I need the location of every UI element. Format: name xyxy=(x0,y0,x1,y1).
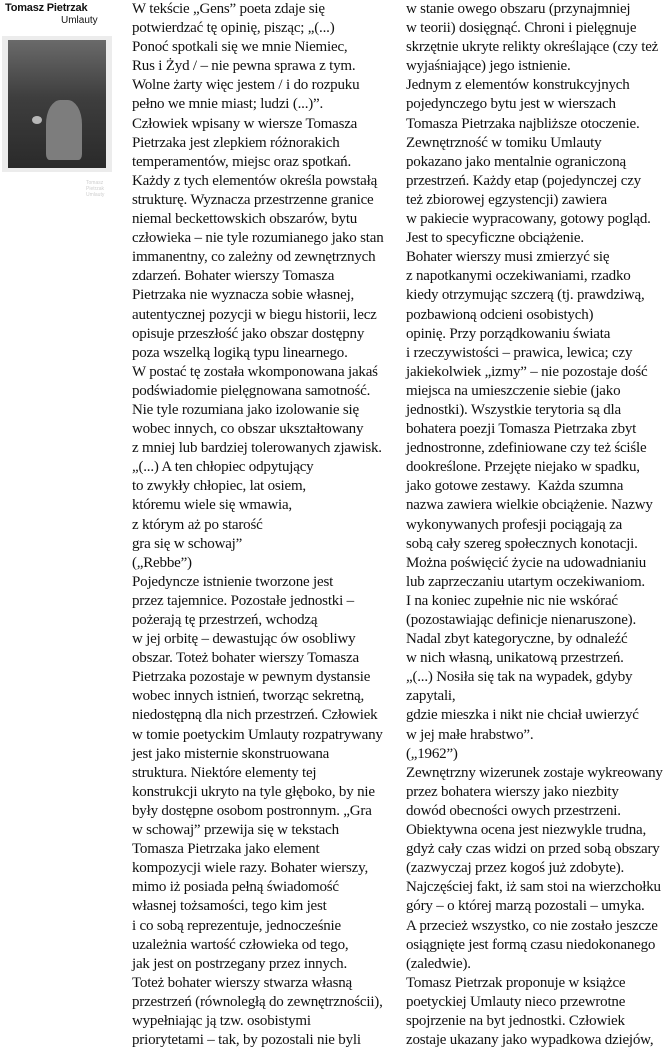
text-line: Zewnętrzny wizerunek zostaje wykreowany xyxy=(406,764,663,781)
text-line: opinię. Przy porządkowaniu świata xyxy=(406,325,611,342)
text-line: (pozostawiając definicje nienaruszone). xyxy=(406,612,637,628)
text-line: Rus i Żyd / – nie pewna sprawa z tym. xyxy=(132,58,356,75)
text-line: priorytetami – tak, by pozostali nie byli xyxy=(132,1032,361,1049)
text-line: w stanie owego obszaru (przynajmniej xyxy=(406,1,631,17)
text-line: struktura. Niektóre elementy tej xyxy=(132,764,317,781)
text-line: potwierdzać tę opinię, pisząc; „(...) xyxy=(132,20,335,37)
text-line: Nie tyle rozumiana jako izolowanie się xyxy=(132,401,359,418)
text-line: Każdy z tych elementów określa powstałą xyxy=(132,172,378,189)
text-line: dookreślone. Przejęte niejako w spadku, xyxy=(406,459,640,476)
text-line: przestrzeń (równoległą do zewnętrznościi), xyxy=(132,993,383,1010)
cover-photo-figure xyxy=(46,100,82,160)
text-line: wobec innych, co obszar ukształtowany xyxy=(132,421,364,438)
text-line: pełno we mnie miast; ludzi (...)”. xyxy=(132,96,324,113)
text-line: opisuje przeszłość jako obszar dostępny xyxy=(132,325,365,342)
text-line: niemal beckettowskich obszarów, bytu xyxy=(132,211,358,228)
text-line: jest jako misternie skonstruowana xyxy=(132,745,330,762)
cover-author: Tomasz Pietrzak xyxy=(5,2,88,14)
text-line: A przecież wszystko, co nie zostało jeszcze xyxy=(406,917,658,934)
text-line: „(...) Nosiła się tak na wypadek, gdyby xyxy=(406,669,633,686)
text-line: z napotkanymi oczekiwaniami, rzadko xyxy=(406,268,631,285)
text-line: zdarzeń. Bohater wierszy Tomasza xyxy=(132,268,335,285)
cover-photo-detail xyxy=(32,116,42,124)
text-line: Wolne żarty więc jestem / i do rozpuku xyxy=(132,77,360,94)
text-line: Bohater wierszy musi zmierzyć się xyxy=(406,249,610,266)
text-line: Ponoć spotkali się we mnie Niemiec, xyxy=(132,39,348,56)
text-line: Można poświęcić życie na udowadnianiu xyxy=(406,554,647,571)
text-line: Obiektywna ocena jest niezwykle trudna, xyxy=(406,822,647,839)
text-line: w jej małe hrabstwo”. xyxy=(406,726,534,743)
text-line: podświadomie pielęgnowana samotność. xyxy=(132,382,371,399)
text-line: wyjaśniające) jego istnienie. xyxy=(406,58,571,75)
text-line: kiedy otrzymując szczerą (tj. prawdziwą, xyxy=(406,287,645,304)
text-line: Zewnętrzność w tomiku Umlauty xyxy=(406,134,602,151)
text-line: spojrzenie na byt jednostki. Człowiek xyxy=(406,1012,625,1029)
text-line: Pietrzaka nie wyznacza sobie własnej, xyxy=(132,287,355,304)
text-column-left xyxy=(132,0,394,1050)
text-line: w nich własną, unikatową przestrzeń. xyxy=(406,650,624,667)
text-line: („1962”) xyxy=(406,745,458,762)
text-line: w schowaj” przewija się w tekstach xyxy=(132,822,339,839)
text-line: przez bohatera wierszy jako niezbity xyxy=(406,783,619,800)
text-line: jak jest on postrzegany przez innych. xyxy=(132,955,348,972)
text-line: Toteż bohater wierszy stwarza własną xyxy=(132,974,352,991)
text-line: kompozycji wiele razy. Bohater wierszy, xyxy=(132,860,368,877)
text-line: W tekście „Gens” poeta zdaje się xyxy=(132,1,325,17)
text-line: były dostępne osobom postronnym. „Gra xyxy=(132,802,372,819)
text-line: z którym aż po starość xyxy=(132,516,263,533)
text-column-right xyxy=(406,0,668,1050)
text-line: („Rebbe”) xyxy=(132,554,192,571)
text-line: któremu wiele się wmawia, xyxy=(132,497,292,514)
text-line: przestrzeń. Każdy etap (pojedynczej czy xyxy=(406,172,641,189)
text-line: Jest to specyficzne obciążenie. xyxy=(406,230,584,247)
text-line: pojedynczego bytu jest w wierszach xyxy=(406,96,616,113)
text-line: i co sobą reprezentuje, jednocześnie xyxy=(132,917,341,934)
text-line: poza wszelką logiką typu linearnego. xyxy=(132,344,348,361)
text-line: sobą cały szereg społecznych konotacji. xyxy=(406,535,638,552)
text-line: Jednym z elementów konstrukcyjnych xyxy=(406,77,630,94)
text-line: jednostronne, zdefiniowane czy też ściśle xyxy=(406,440,647,457)
text-line: przez tajemnice. Pozostałe jednostki – xyxy=(132,592,354,609)
text-line: osiągnięte jest formą czasu niedokonanego xyxy=(406,936,656,953)
text-line: własnej tożsamości, tego kim jest xyxy=(132,898,327,915)
text-line: Tomasz Pietrzak proponuje w książce xyxy=(406,974,626,991)
text-line: Pietrzaka pozostaje w pewnym dystansie xyxy=(132,669,371,686)
text-line: bohatera poezji Tomasza Pietrzaka zbyt xyxy=(406,421,637,438)
text-line: z mniej lub bardziej tolerowanych zjawisk. xyxy=(132,440,382,457)
text-line: dowód obecności owych przestrzeni. xyxy=(406,802,621,819)
cover-title-band xyxy=(2,0,112,36)
text-line: poetyckiej Umlauty nieco przewrotne xyxy=(406,993,626,1010)
text-line: zostaje ukazany jako wypadkowa dziejów, xyxy=(406,1032,654,1049)
text-line: też zbiorowej egzystencji) zawiera xyxy=(406,191,608,208)
text-line: autentycznej pozycji w biegu historii, lecz xyxy=(132,306,377,323)
text-line: gra się w schowaj” xyxy=(132,535,243,552)
text-line: Tomasza Pietrzaka najbliższe otoczenie. xyxy=(406,115,640,132)
text-line: gdzie mieszka i nikt nie chciał uwierzyć xyxy=(406,707,639,724)
text-line: Pietrzaka jest zlepkiem różnorakich xyxy=(132,134,340,151)
text-line: jednostki). Wszystkie terytoria są dla xyxy=(406,401,621,418)
text-line: Pojedyncze istnienie tworzone jest xyxy=(132,573,334,590)
text-line: strukturę. Wyznacza przestrzenne granice xyxy=(132,191,374,208)
text-line: uzależnia wartość człowieka od tego, xyxy=(132,936,349,953)
text-line: miejsca na umieszczenie siebie (jako xyxy=(406,382,621,399)
text-line: w tomie poetyckim Umlauty rozpatrywany xyxy=(132,726,383,743)
text-line: skrzętnie ukryte relikty określające (czy też xyxy=(406,39,659,56)
text-line: jako gotowe zestawy. Każda szumna xyxy=(406,478,624,495)
text-line: immanentny, co zależny od zewnętrznych xyxy=(132,249,376,266)
text-line: pokazano jako mentalnie ograniczoną xyxy=(406,153,626,170)
text-line: w teorii) dosięgnąć. Chroni i pielęgnuje xyxy=(406,20,637,37)
text-line: jakiekolwiek „izmy” – nie pozostaje dość xyxy=(406,363,648,380)
text-line: i rzeczywistości – prawica, lewica; czy xyxy=(406,344,633,361)
text-line: nazwa zawiera wielkie obciążenie. Nazwy xyxy=(406,497,653,514)
text-line: wypełniając ją tzw. osobistymi xyxy=(132,1012,311,1029)
cover-photo-label: Tomasz Pietrzak Umlauty xyxy=(86,180,105,198)
text-line: Tomasza Pietrzaka jako element xyxy=(132,841,320,858)
text-line: pożerają tę przestrzeń, wchodzą xyxy=(132,612,318,628)
text-line: (zaledwie). xyxy=(406,955,471,972)
text-line: konstrukcji ukryto na tyle głęboko, by nie xyxy=(132,783,375,800)
text-line: zapytali, xyxy=(406,688,456,705)
text-line: W postać tę została wkomponowana jakaś xyxy=(132,363,378,380)
text-line: „(...) A ten chłopiec odpytujący xyxy=(132,459,314,476)
text-line: gdyż cały czas widzi on przed sobą obszary xyxy=(406,841,660,858)
cover-title: Umlauty xyxy=(61,15,98,26)
text-line: Człowiek wpisany w wiersze Tomasza xyxy=(132,115,358,132)
text-line: obszar. Toteż bohater wierszy Tomasza xyxy=(132,650,359,667)
text-line: człowieka – nie tyle rozumianego jako stan xyxy=(132,230,384,247)
text-line: to zwykły chłopiec, lat osiem, xyxy=(132,478,306,495)
text-line: w jej orbitę – dewastując ów osobliwy xyxy=(132,631,356,648)
text-line: niedostępną dla nich przestrzeń. Człowiek xyxy=(132,707,378,724)
cover-photo xyxy=(8,40,106,198)
book-cover xyxy=(2,0,112,198)
text-line: I na koniec zupełnie nic nie wskórać xyxy=(406,592,618,609)
text-line: góry – o której marzą pozostali – umyka. xyxy=(406,898,645,915)
text-line: pozbawioną odcieni osobistych) xyxy=(406,306,594,323)
text-line: temperamentów, miejsc oraz spotkań. xyxy=(132,153,352,170)
text-line: w pakiecie wypracowany, gotowy pogląd. xyxy=(406,211,651,228)
text-line: wobec innych istnień, tworząc sekretną, xyxy=(132,688,365,705)
text-line: Najczęściej fakt, iż sam stoi na wierzchołku xyxy=(406,879,661,896)
text-line: wykonywanych profesji pociągają za xyxy=(406,516,623,533)
text-line: (zazwyczaj przez kogoś już zdobyte). xyxy=(406,860,625,877)
text-line: Nadal zbyt kategoryczne, by odnaleźć xyxy=(406,631,628,648)
text-line: lub zaprzeczaniu utartym oczekiwaniom. xyxy=(406,573,645,590)
text-line: mimo iż posiada pełną świadomość xyxy=(132,879,339,896)
